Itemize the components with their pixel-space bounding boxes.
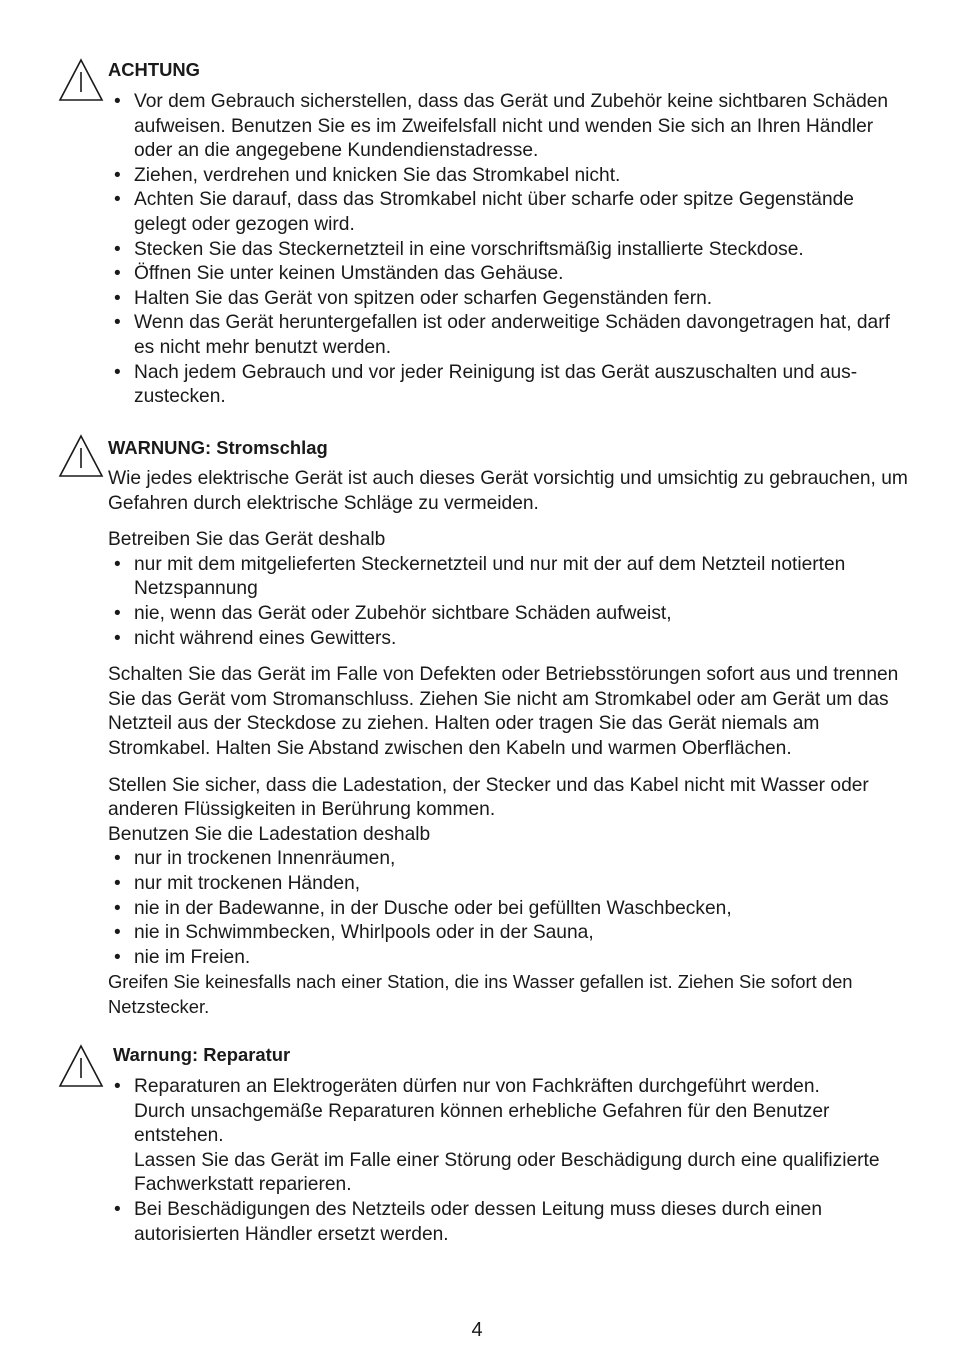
reparatur-line: Durch unsachgemäße Reparaturen können erhebliche Gefahren für den Benutzer entstehen. [134,1100,830,1147]
warning-triangle-icon [58,58,104,102]
stromschlag-closing: Greifen Sie keinesfalls nach einer Station, die ins Wasser gefallen ist. Ziehen Sie sofort den Netzstecker. [108,971,853,1017]
warning-triangle-icon [58,1044,104,1088]
list-item: • nur in trockenen Innenräumen, [114,847,908,872]
reparatur-line: • Reparaturen an Elektrogeräten dürfen nur von Fachkräften durchgeführt werden. [134,1076,820,1097]
list-item: • Bei Beschädigungen des Netzteils oder dessen Leitung muss dieses durch einen autorisierten Händler ersetzt werden. [114,1198,908,1247]
list-item: • nie im Freien. [114,946,908,971]
heading-reparatur: Warnung: Reparatur [113,1044,291,1065]
heading-achtung: ACHTUNG [108,59,200,80]
stromschlag-list-2 [108,847,908,970]
stromschlag-intro: Wie jedes elektrische Gerät ist auch dieses Gerät vorsichtig und umsichtig zu gebrauchen, um Gefahren durch elektrische Schläge zu vermeiden. [108,468,908,514]
stromschlag-lead: Betreiben Sie das Gerät deshalb [108,529,386,551]
stromschlag-lead: Benutzen Sie die Ladestation deshalb [108,823,431,845]
list-item: • nur mit dem mitgelieferten Steckernetzteil und nur mit der auf dem Netzteil notierten Netzspannung [114,553,908,602]
reparatur-content [108,1075,908,1247]
reparatur-list [108,1075,908,1247]
stromschlag-paragraph: Stellen Sie sicher, dass die Ladestation, der Stecker und das Kabel nicht mit Wasser oder anderen Flüssigkeiten in Berührung kommen. [108,774,869,821]
heading-stromschlag: WARNUNG: Stromschlag [108,437,328,458]
list-item: • nur mit trockenen Händen, [114,872,908,897]
list-item: • nie in Schwimmbecken, Whirlpools oder in der Sauna, [114,921,908,946]
reparatur-line: Lassen Sie das Gerät im Falle einer Störung oder Beschädigung durch eine qualifizierte Fachwerkstatt reparieren. [134,1149,880,1196]
list-item: • Öffnen Sie unter keinen Umständen das Gehäuse. [114,262,908,287]
list-item: • nie, wenn das Gerät oder Zubehör sichtbare Schäden aufweist, [114,602,908,627]
list-item: • nie in der Badewanne, in der Dusche oder bei gefüllten Waschbecken, [114,897,908,922]
list-item: • Achten Sie darauf, dass das Stromkabel nicht über scharfe oder spitze Gegenstände gelegt oder gezogen wird. [114,188,908,237]
list-item [114,1075,908,1198]
stromschlag-list-1 [108,553,908,651]
achtung-list [108,90,908,410]
list-item: • Vor dem Gebrauch sicherstellen, dass das Gerät und Zubehör keine sichtbaren Schäden aufweisen. Benutzen Sie es im Zweifelsfall nicht und wenden Sie sich an Ihren Händler oder an die angegebene Kundendienstadresse. [114,90,908,164]
list-item: • nicht während eines Gewitters. [114,627,908,652]
warning-triangle-icon [58,434,104,478]
stromschlag-content [108,467,908,1019]
list-item: • Stecken Sie das Steckernetzteil in eine vorschriftsmäßig installierte Steckdose. [114,238,908,263]
stromschlag-paragraph: Schalten Sie das Gerät im Falle von Defekten oder Betriebsstörungen sofort aus und trennen Sie das Gerät vom Stromanschluss. Ziehen Sie nicht am Stromkabel oder am Gerät um das Netzteil aus der Steckdose zu ziehen. Halten oder tragen Sie das Gerät niemals am Stromkabel. Halten Sie Abstand zwischen den Kabeln und warmen Oberflächen. [108,664,899,759]
list-item: • Wenn das Gerät heruntergefallen ist oder anderweitige Schäden davongetragen hat, darf es nicht mehr benutzt werden. [114,311,908,360]
list-item: • Ziehen, verdrehen und knicken Sie das Stromkabel nicht. [114,164,908,189]
list-item: • Nach jedem Gebrauch und vor jeder Reinigung ist das Gerät auszuschalten und auszustecken. [114,361,908,410]
page-number: 4 [471,1319,483,1341]
achtung-content [108,90,908,410]
list-item: • Halten Sie das Gerät von spitzen oder scharfen Gegenständen fern. [114,287,908,312]
